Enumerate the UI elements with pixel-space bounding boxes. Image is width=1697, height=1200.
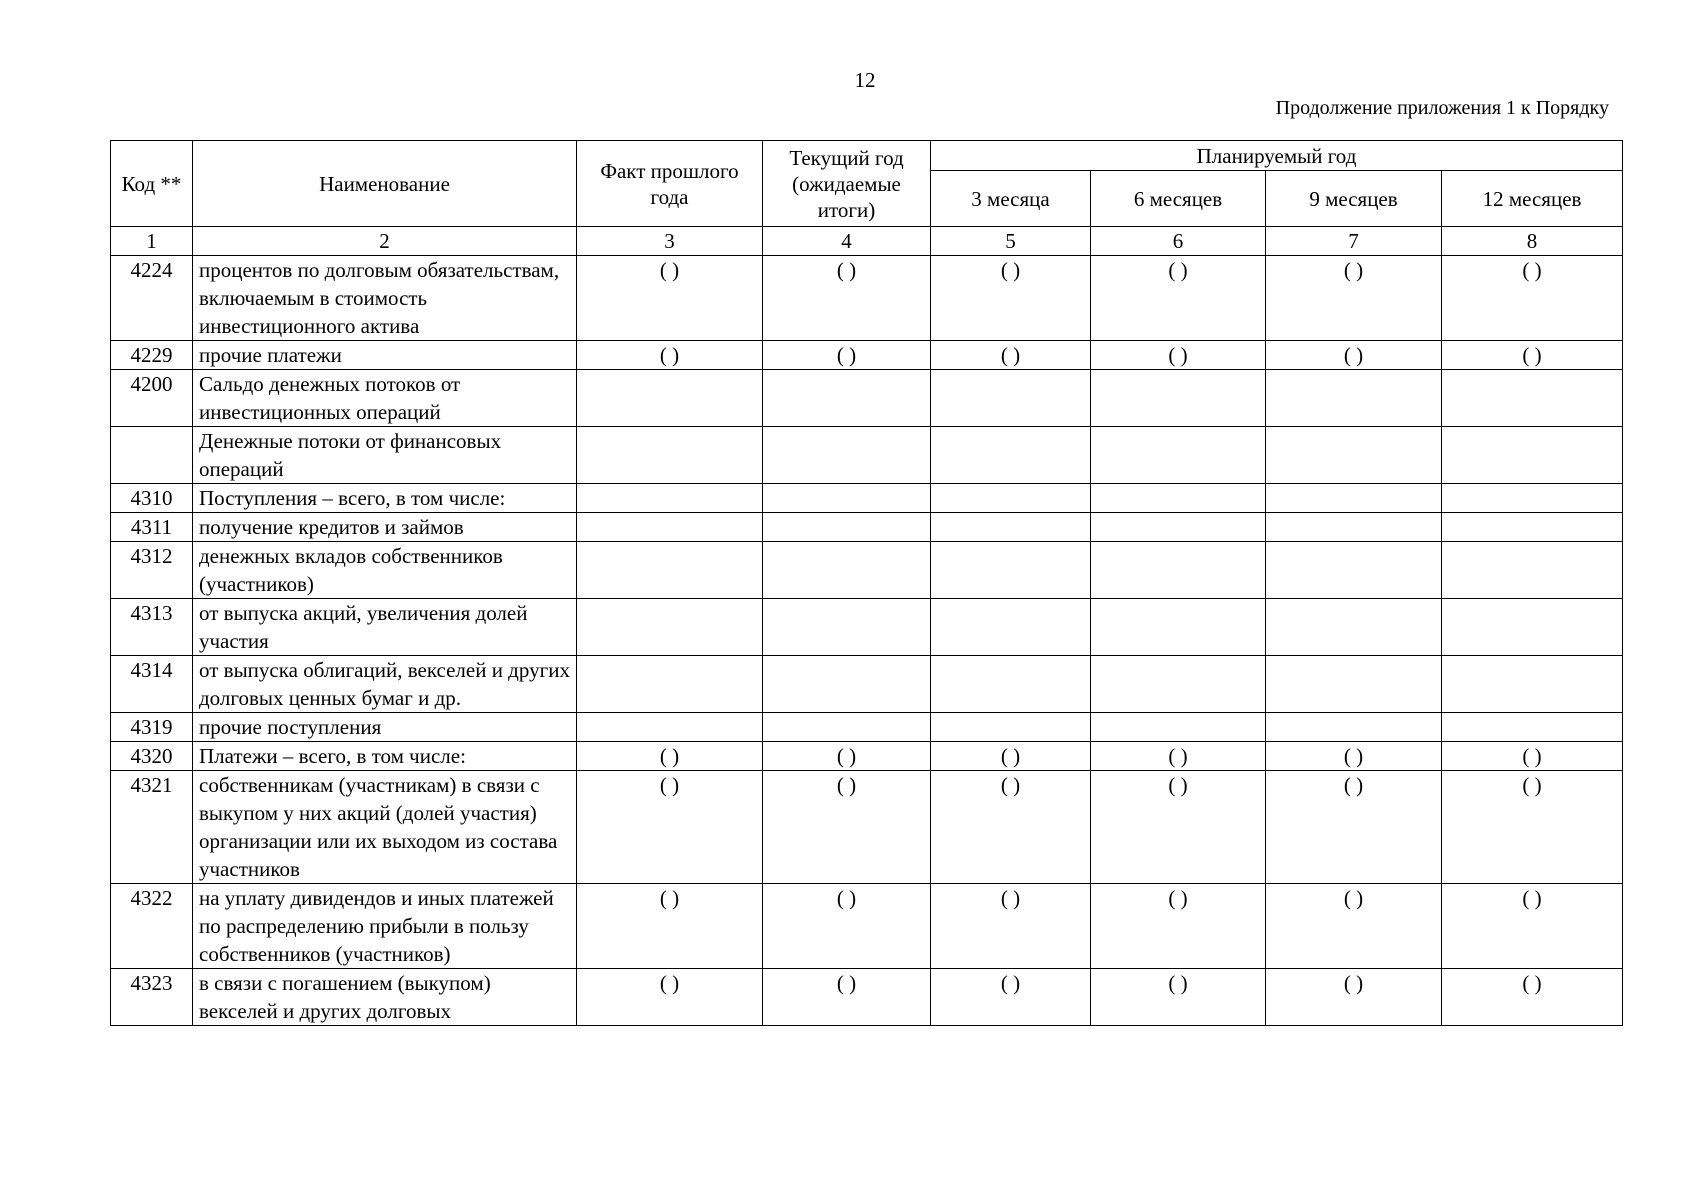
value-cell: ( ) <box>1442 256 1623 341</box>
value-cell <box>1266 542 1442 599</box>
value-cell: ( ) <box>1266 771 1442 884</box>
value-cell: ( ) <box>931 341 1091 370</box>
value-cell <box>1442 599 1623 656</box>
header-code: Код ** <box>111 141 193 227</box>
value-cell <box>931 599 1091 656</box>
value-cell <box>577 513 763 542</box>
value-cell <box>763 542 931 599</box>
header-prev-fact: Факт прошлого года <box>577 141 763 227</box>
header-12-months: 12 месяцев <box>1442 171 1623 227</box>
appendix-note: Продолжение приложения 1 к Порядку <box>1275 97 1609 119</box>
value-cell: ( ) <box>577 341 763 370</box>
value-cell: ( ) <box>577 969 763 1026</box>
table-row <box>111 427 1623 484</box>
value-cell <box>1091 542 1266 599</box>
row-name: Поступления – всего, в том числе: <box>193 484 577 513</box>
value-cell <box>931 484 1091 513</box>
value-cell <box>1442 513 1623 542</box>
header-3-months: 3 месяца <box>931 171 1091 227</box>
row-code: 4313 <box>111 599 193 656</box>
column-number: 4 <box>763 227 931 256</box>
row-name: от выпуска акций, увеличения долей участия <box>193 599 577 656</box>
value-cell <box>577 370 763 427</box>
value-cell <box>1091 713 1266 742</box>
value-cell <box>931 427 1091 484</box>
value-cell <box>763 484 931 513</box>
table-row <box>111 484 1623 513</box>
value-cell <box>1091 599 1266 656</box>
value-cell <box>763 656 931 713</box>
table-row <box>111 884 1623 969</box>
value-cell: ( ) <box>763 969 931 1026</box>
value-cell <box>1442 656 1623 713</box>
value-cell: ( ) <box>1442 771 1623 884</box>
row-name: прочие платежи <box>193 341 577 370</box>
row-name: от выпуска облигаций, векселей и других долговых ценных бумаг и др. <box>193 656 577 713</box>
value-cell: ( ) <box>931 256 1091 341</box>
value-cell: ( ) <box>1442 969 1623 1026</box>
row-name: Денежные потоки от финансовых операций <box>193 427 577 484</box>
value-cell <box>1442 484 1623 513</box>
row-code <box>111 427 193 484</box>
row-code: 4322 <box>111 884 193 969</box>
value-cell <box>1442 713 1623 742</box>
value-cell: ( ) <box>763 341 931 370</box>
value-cell <box>763 713 931 742</box>
table-row <box>111 256 1623 341</box>
table-row <box>111 542 1623 599</box>
value-cell: ( ) <box>1442 884 1623 969</box>
value-cell: ( ) <box>931 969 1091 1026</box>
header-9-months: 9 месяцев <box>1266 171 1442 227</box>
value-cell: ( ) <box>1266 969 1442 1026</box>
value-cell <box>577 656 763 713</box>
column-number: 3 <box>577 227 763 256</box>
row-code: 4310 <box>111 484 193 513</box>
value-cell <box>1091 427 1266 484</box>
value-cell: ( ) <box>1442 341 1623 370</box>
value-cell: ( ) <box>1091 884 1266 969</box>
value-cell: ( ) <box>1266 341 1442 370</box>
row-name: процентов по долговым обязательствам, включаемым в стоимость инвестиционного актива <box>193 256 577 341</box>
table-row <box>111 513 1623 542</box>
header-current-year: Текущий год (ожидаемые итоги) <box>763 141 931 227</box>
value-cell: ( ) <box>577 884 763 969</box>
value-cell: ( ) <box>577 771 763 884</box>
value-cell: ( ) <box>763 256 931 341</box>
value-cell: ( ) <box>1442 742 1623 771</box>
value-cell: ( ) <box>1091 341 1266 370</box>
value-cell: ( ) <box>763 884 931 969</box>
value-cell <box>1091 370 1266 427</box>
value-cell <box>763 427 931 484</box>
row-code: 4314 <box>111 656 193 713</box>
row-name: получение кредитов и займов <box>193 513 577 542</box>
value-cell: ( ) <box>577 256 763 341</box>
value-cell <box>1091 513 1266 542</box>
row-name: в связи с погашением (выкупом) векселей и других долговых <box>193 969 577 1026</box>
value-cell <box>1266 370 1442 427</box>
row-name: Платежи – всего, в том числе: <box>193 742 577 771</box>
column-number: 7 <box>1266 227 1442 256</box>
header-6-months: 6 месяцев <box>1091 171 1266 227</box>
column-number: 2 <box>193 227 577 256</box>
column-number: 5 <box>931 227 1091 256</box>
row-code: 4312 <box>111 542 193 599</box>
value-cell <box>1442 370 1623 427</box>
value-cell <box>577 427 763 484</box>
row-code: 4321 <box>111 771 193 884</box>
value-cell <box>1266 513 1442 542</box>
table-row <box>111 713 1623 742</box>
row-code: 4229 <box>111 341 193 370</box>
row-code: 4311 <box>111 513 193 542</box>
value-cell <box>931 542 1091 599</box>
row-name: прочие поступления <box>193 713 577 742</box>
value-cell <box>931 713 1091 742</box>
table-row <box>111 599 1623 656</box>
value-cell <box>577 713 763 742</box>
column-number: 8 <box>1442 227 1623 256</box>
header-planned-year: Планируемый год <box>931 141 1623 171</box>
cash-flow-table <box>110 140 1623 1026</box>
value-cell: ( ) <box>1091 742 1266 771</box>
row-name: на уплату дивидендов и иных платежей по распределению прибыли в пользу собственников (участников) <box>193 884 577 969</box>
value-cell: ( ) <box>763 742 931 771</box>
value-cell <box>577 484 763 513</box>
value-cell <box>763 370 931 427</box>
value-cell <box>577 599 763 656</box>
table-row <box>111 370 1623 427</box>
table-row <box>111 742 1623 771</box>
table-row <box>111 771 1623 884</box>
value-cell <box>1266 599 1442 656</box>
value-cell: ( ) <box>931 771 1091 884</box>
value-cell: ( ) <box>1091 969 1266 1026</box>
row-name: собственникам (участникам) в связи с выкупом у них акций (долей участия) организации или их выходом из состава участников <box>193 771 577 884</box>
value-cell <box>577 542 763 599</box>
value-cell <box>931 370 1091 427</box>
row-name: денежных вкладов собственников (участников) <box>193 542 577 599</box>
column-number: 1 <box>111 227 193 256</box>
row-code: 4323 <box>111 969 193 1026</box>
table-row <box>111 656 1623 713</box>
value-cell <box>1442 427 1623 484</box>
value-cell <box>763 513 931 542</box>
value-cell <box>1091 656 1266 713</box>
row-code: 4224 <box>111 256 193 341</box>
value-cell: ( ) <box>931 742 1091 771</box>
value-cell: ( ) <box>1266 742 1442 771</box>
table-row <box>111 969 1623 1026</box>
table-row <box>111 341 1623 370</box>
row-code: 4320 <box>111 742 193 771</box>
value-cell: ( ) <box>1091 771 1266 884</box>
value-cell: ( ) <box>1266 256 1442 341</box>
value-cell: ( ) <box>931 884 1091 969</box>
row-code: 4200 <box>111 370 193 427</box>
value-cell <box>1091 484 1266 513</box>
page-number: 12 <box>854 68 876 92</box>
value-cell: ( ) <box>577 742 763 771</box>
value-cell: ( ) <box>763 771 931 884</box>
value-cell <box>931 656 1091 713</box>
value-cell <box>763 599 931 656</box>
value-cell <box>1266 656 1442 713</box>
row-name: Сальдо денежных потоков от инвестиционных операций <box>193 370 577 427</box>
value-cell <box>931 513 1091 542</box>
value-cell: ( ) <box>1091 256 1266 341</box>
value-cell <box>1266 713 1442 742</box>
value-cell: ( ) <box>1266 884 1442 969</box>
column-number: 6 <box>1091 227 1266 256</box>
value-cell <box>1266 427 1442 484</box>
row-code: 4319 <box>111 713 193 742</box>
value-cell <box>1442 542 1623 599</box>
header-name: Наименование <box>193 141 577 227</box>
value-cell <box>1266 484 1442 513</box>
